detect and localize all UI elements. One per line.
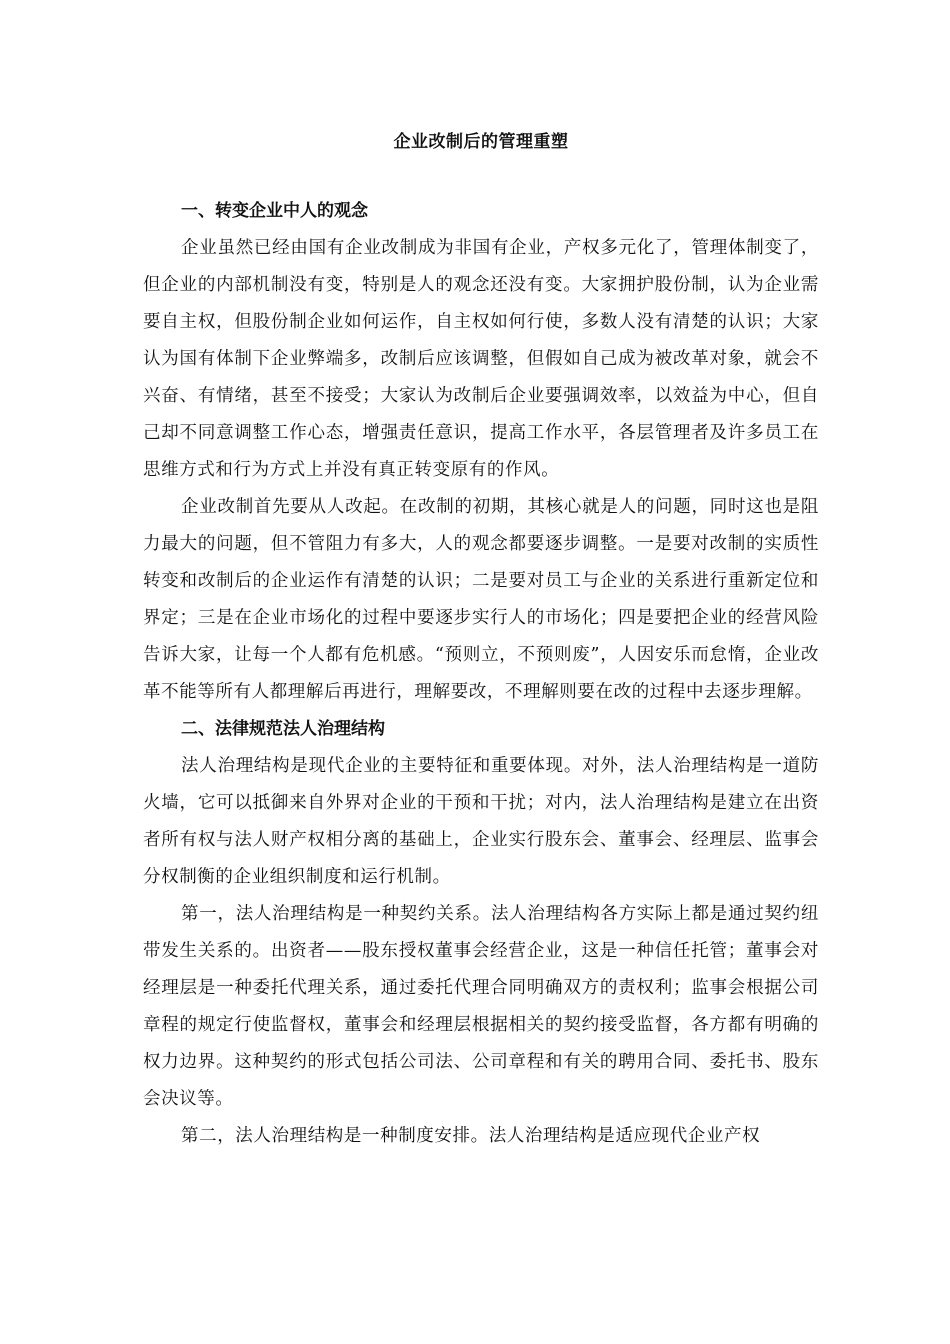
paragraph: 企业改制首先要从人改起。在改制的初期，其核心就是人的问题，同时这也是阻力最大的问题，但不管阻力有多大，人的观念都要逐步调整。一是要对改制的实质性转变和改制后的企业运作有清楚的认识；二是要对员工与企业的关系进行重新定位和界定；三是在企业市场化的过程中要逐步实行人的市场化；四是要把企业的经营风险告诉大家，让每一个人都有危机感。“预则立，不预则废”，人因安乐而怠惰，企业改革不能等所有人都理解后再进行，理解要改，不理解则要在改的过程中去逐步理解。 [143,497,819,702]
document-body [143,193,819,1155]
paragraph: 企业虽然已经由国有企业改制成为非国有企业，产权多元化了，管理体制变了，但企业的内部机制没有变，特别是人的观念还没有变。大家拥护股份制，认为企业需要自主权，但股份制企业如何运作，自主权如何行使，多数人没有清楚的认识；大家认为国有体制下企业弊端多，改制后应该调整，但假如自己成为被改革对象，就会不兴奋、有情绪，甚至不接受；大家认为改制后企业要强调效率，以效益为中心，但自己却不同意调整工作心态，增强责任意识，提高工作水平，各层管理者及许多员工在思维方式和行为方式上并没有真正转变原有的作风。 [143,238,819,480]
section-heading: 一、转变企业中人的观念 [181,201,368,221]
paragraph: 第一，法人治理结构是一种契约关系。法人治理结构各方实际上都是通过契约纽带发生关系的。出资者——股东授权董事会经营企业，这是一种信任托管；董事会对经理层是一种委托代理关系，通过委托代理合同明确双方的责权利；监事会根据公司章程的规定行使监督权，董事会和经理层根据相关的契约接受监督，各方都有明确的权力边界。这种契约的形式包括公司法、公司章程和有关的聘用合同、委托书、股东会决议等。 [143,904,819,1109]
document-title: 企业改制后的管理重塑 [393,132,569,152]
section-2 [143,711,819,1155]
section-heading: 二、法律规范法人治理结构 [181,719,385,739]
paragraph: 第二，法人治理结构是一种制度安排。法人治理结构是适应现代企业产权 [181,1126,761,1146]
section-1 [143,193,819,711]
paragraph: 法人治理结构是现代企业的主要特征和重要体现。对外，法人治理结构是一道防火墙，它可以抵御来自外界对企业的干预和干扰；对内，法人治理结构是建立在出资者所有权与法人财产权相分离的基础上，企业实行股东会、董事会、经理层、监事会分权制衡的企业组织制度和运行机制。 [143,756,819,887]
